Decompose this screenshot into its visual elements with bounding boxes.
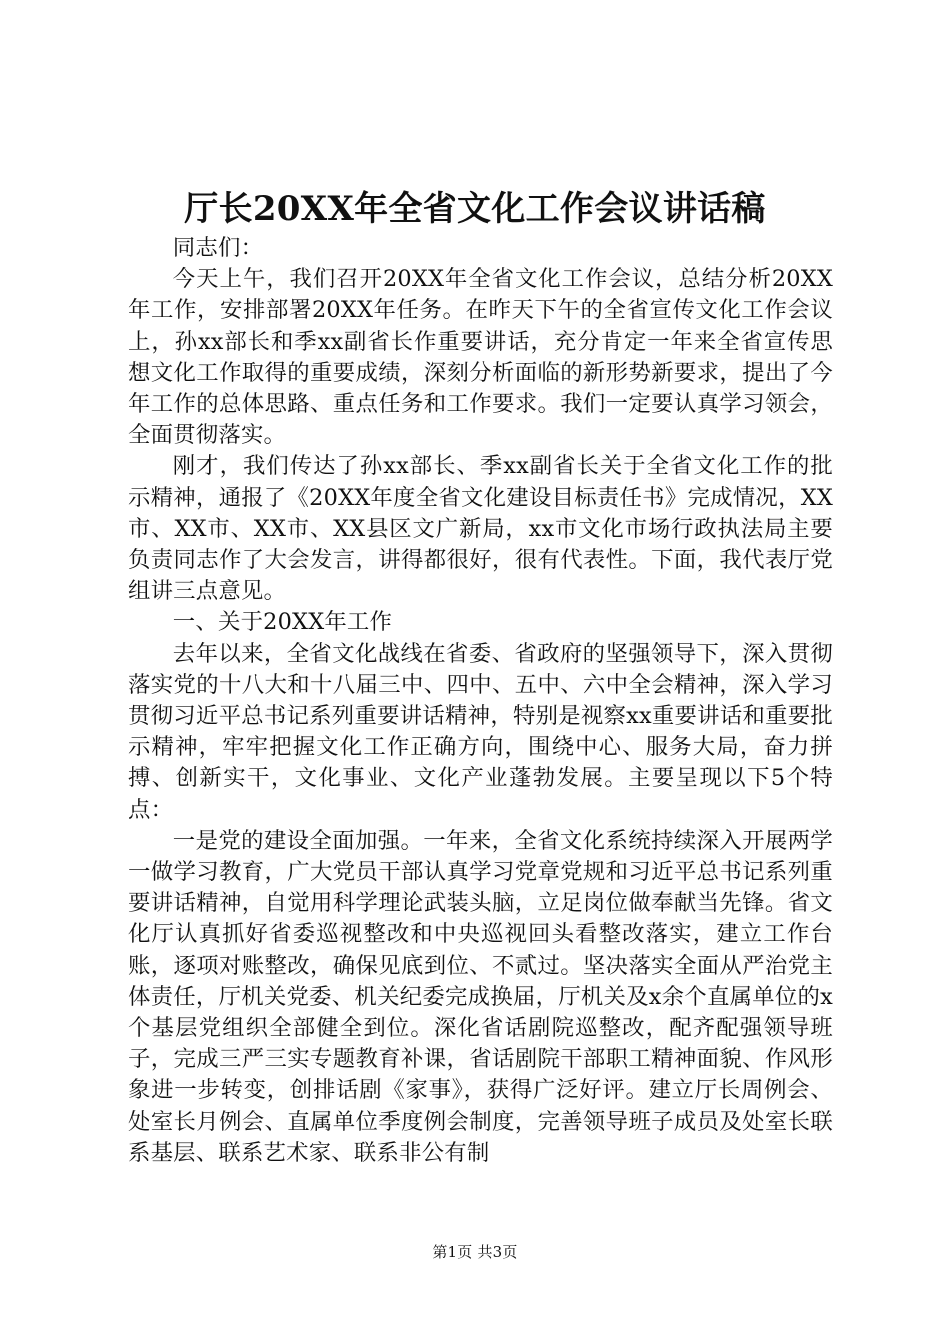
document-body <box>128 233 833 1169</box>
party-building-paragraph: 一是党的建设全面加强。一年来，全省文化系统持续深入开展两学一做学习教育，广大党员干部认真学习党章党规和习近平总书记系列重要讲话精神，自觉用科学理论武装头脑，立足岗位做奉献当先锋。省文化厅认真抓好省委巡视整改和中央巡视回头看整改落实，建立工作台账，逐项对账整改，确保见底到位、不贰过。坚决落实全面从严治党主体责任，厅机关党委、机关纪委完成换届，厅机关及x余个直属单位的x个基层党组织全部健全到位。深化省话剧院巡整改，配齐配强领导班子，完成三严三实专题教育补课，省话剧院干部职工精神面貌、作风形象进一步转变，创排话剧《家事》，获得广泛好评。建立厅长周例会、处室长月例会、直属单位季度例会制度，完善领导班子成员及处室长联系基层、联系艺术家、联系非公有制 <box>128 827 833 1166</box>
context-paragraph: 刚才，我们传达了孙xx部长、季xx副省长关于全省文化工作的批示精神，通报了《20XX年度全省文化建设目标责任书》完成情况，XX市、XX市、XX市、XX县区文广新局，xx市文化市场行政执法局主要负责同志作了大会发言，讲得都很好，很有代表性。下面，我代表厅党组讲三点意见。 <box>128 453 833 605</box>
section-heading: 一、关于20XX年工作 <box>172 609 393 636</box>
document-title: 厅长20XX年全省文化工作会议讲话稿 <box>184 189 766 229</box>
page-number-footer: 第1页 共3页 <box>432 1243 518 1261</box>
opening-paragraph: 今天上午，我们召开20XX年全省文化工作会议，总结分析20XX年工作，安排部署20XX年任务。在昨天下午的全省宣传文化工作会议上，孙xx部长和季xx副省长作重要讲话，充分肯定一年来全省宣传思想文化工作取得的重要成绩，深刻分析面临的新形势新要求，提出了今年工作的总体思路、重点任务和工作要求。我们一定要认真学习领会，全面贯彻落实。 <box>128 266 833 449</box>
salutation-paragraph: 同志们： <box>172 235 264 261</box>
overview-paragraph: 去年以来，全省文化战线在省委、省政府的坚强领导下，深入贯彻落实党的十八大和十八届三中、四中、五中、六中全会精神，深入学习贯彻习近平总书记系列重要讲话精神，特别是视察xx重要讲话和重要批示精神，牢牢把握文化工作正确方向，围绕中心、服务大局，奋力拼搏、创新实干，文化事业、文化产业蓬勃发展。主要呈现以下5个特点： <box>128 640 833 823</box>
